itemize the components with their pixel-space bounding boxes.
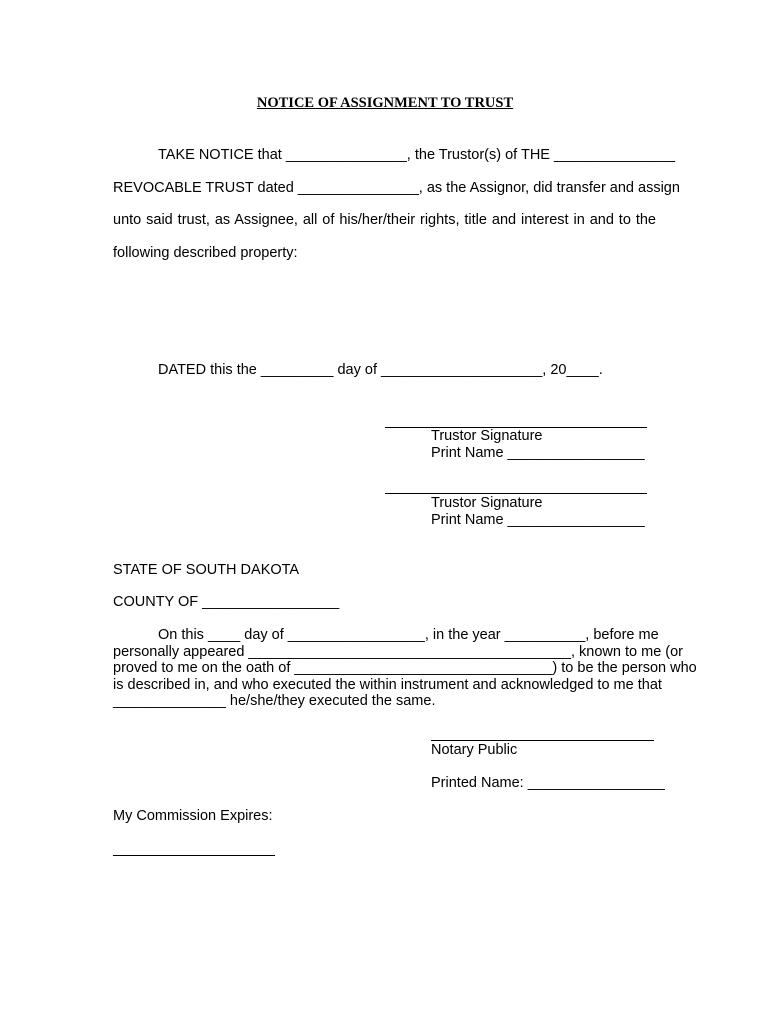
acknowledgment-line-1: On this ____ day of _________________, in the year __________, before me	[158, 627, 659, 643]
trustor-signature-line-2	[385, 493, 647, 494]
notary-caption: Notary Public	[431, 742, 518, 758]
document-title: NOTICE OF ASSIGNMENT TO TRUST	[256, 95, 514, 111]
trustor-signature-caption-1: Trustor Signature	[431, 428, 543, 444]
intro-line-2: REVOCABLE TRUST dated _______________, as the Assignor, did transfer and assign	[113, 180, 680, 196]
trustor-signature-caption-2: Trustor Signature	[431, 495, 543, 511]
acknowledgment-line-2: personally appeared ________________________________________, known to me (or	[113, 644, 684, 660]
commission-expires-label: My Commission Expires:	[113, 808, 273, 824]
acknowledgment-line-3: proved to me on the oath of ________________________________) to be the person who	[113, 660, 697, 676]
state-line: STATE OF SOUTH DAKOTA	[113, 562, 300, 578]
intro-line-4: following described property:	[113, 245, 298, 261]
trustor-print-name-1: Print Name _________________	[431, 445, 645, 461]
commission-expires-line	[113, 855, 275, 856]
notary-signature-line	[431, 740, 654, 741]
acknowledgment-line-5: ______________ he/she/they executed the same.	[113, 693, 436, 709]
trustor-print-name-2: Print Name _________________	[431, 512, 645, 528]
intro-line-1: TAKE NOTICE that _______________, the Trustor(s) of THE _______________	[158, 147, 675, 163]
dated-line: DATED this the _________ day of ____________________, 20____.	[158, 362, 603, 378]
intro-line-3: unto said trust, as Assignee, all of his/her/their rights, title and interest in and to the	[113, 212, 656, 228]
notary-printed-name: Printed Name: _________________	[431, 775, 665, 791]
acknowledgment-line-4: is described in, and who executed the within instrument and acknowledged to me that	[113, 677, 662, 693]
county-line: COUNTY OF _________________	[113, 594, 340, 610]
